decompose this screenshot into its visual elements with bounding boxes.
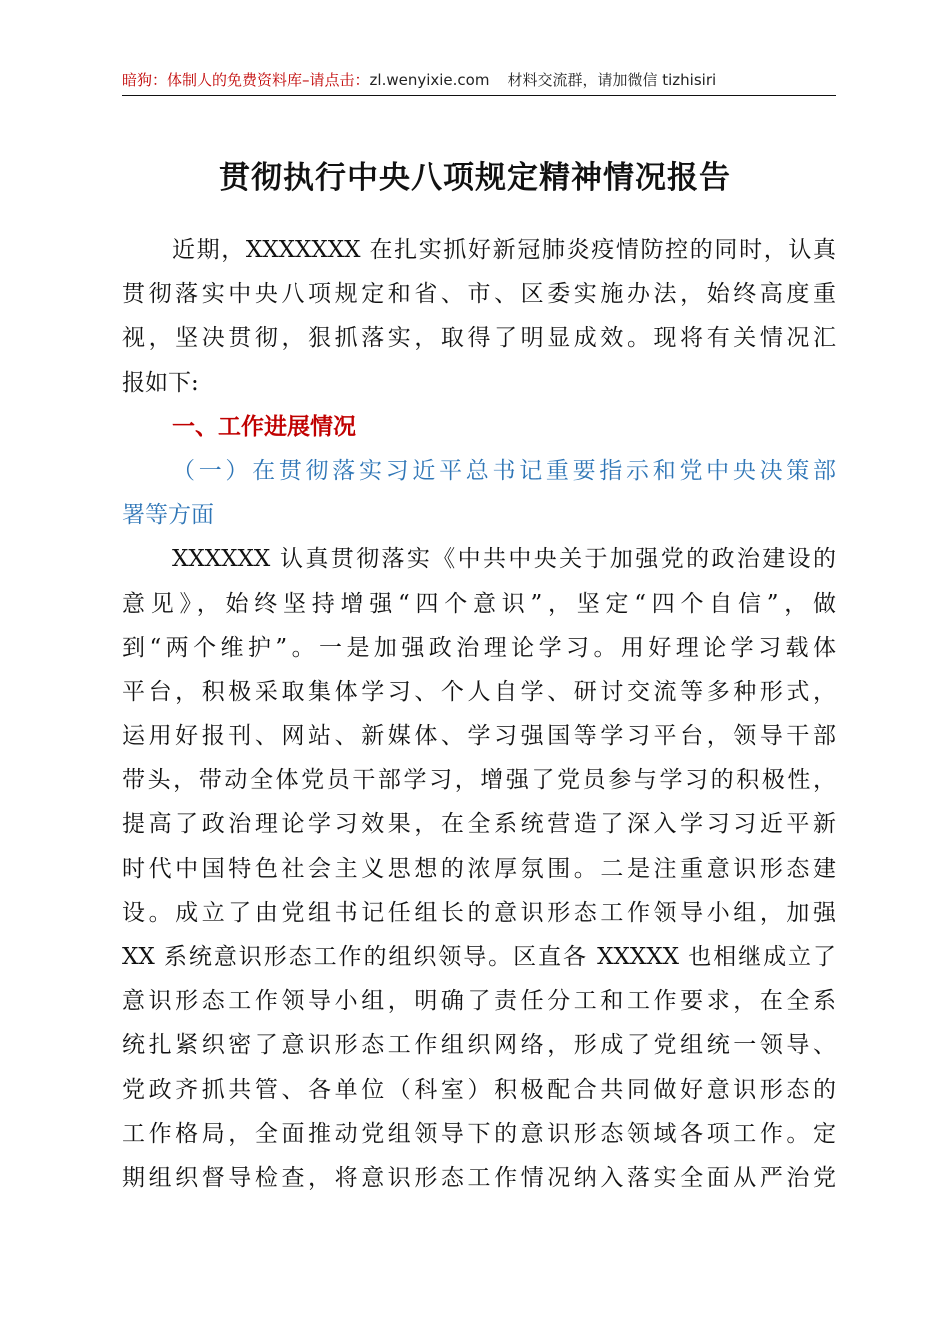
- header-click-prefix: –请点击：: [302, 71, 370, 89]
- text-line: 意识形态工作领导小组，明确了责任分工和工作要求，在全系: [122, 988, 836, 1015]
- text-line: 贯彻落实中央八项规定和省、市、区委实施办法，始终高度重: [122, 281, 836, 308]
- page-header: [122, 70, 836, 90]
- text-line: 设。成立了由党组书记任组长的意识形态工作领导小组，加强: [122, 899, 836, 926]
- text-line: 到“两个维护”。一是加强政治理论学习。用好理论学习载体: [122, 634, 836, 661]
- text-line: 近期，XXXXXXX 在扎实抓好新冠肺炎疫情防控的同时，认真: [172, 237, 836, 263]
- text-line: 工作格局，全面推动党组领导下的意识形态领域各项工作。定: [122, 1120, 836, 1147]
- text-line: XXXXXX 认真贯彻落实《中共中央关于加强党的政治建设的: [172, 546, 836, 573]
- text-line: （一）在贯彻落实习近平总书记重要指示和党中央决策部: [172, 457, 836, 484]
- document-title: 贯彻执行中央八项规定精神情况报告: [219, 160, 731, 196]
- text-line: 统扎紧织密了意识形态工作组织网络，形成了党组统一领导、: [122, 1032, 836, 1059]
- text-line: 平台，积极采取集体学习、个人自学、研讨交流等多种形式，: [122, 678, 836, 705]
- text-line: 视，坚决贯彻，狠抓落实，取得了明显成效。现将有关情况汇: [122, 325, 836, 352]
- text-line: 署等方面: [122, 502, 214, 529]
- text-line: 期组织督导检查，将意识形态工作情况纳入落实全面从严治党: [122, 1164, 836, 1191]
- intro-paragraph: [122, 228, 836, 405]
- text-line: XX 系统意识形态工作的组织领导。区直各 XXXXX 也相继成立了: [122, 944, 836, 970]
- text-line: 带头，带动全体党员干部学习，增强了党员参与学习的积极性，: [122, 767, 836, 794]
- header-divider: [122, 95, 836, 96]
- text-line: 报如下:: [122, 369, 199, 396]
- section-heading: 一、工作进展情况: [172, 413, 356, 440]
- header-url-link[interactable]: zl.wenyixie.com: [369, 71, 490, 89]
- body-paragraph: [122, 537, 836, 1200]
- text-line: 意见》，始终坚持增强“四个意识”，坚定“四个自信”，做: [122, 590, 836, 617]
- text-line: 党政齐抓共管、各单位（科室）积极配合共同做好意识形态的: [122, 1076, 836, 1103]
- document-body: [122, 228, 836, 1200]
- text-line: 提高了政治理论学习效果，在全系统营造了深入学习习近平新: [122, 811, 836, 838]
- subsection-heading: [122, 449, 836, 537]
- header-site-name: 暗狗：体制人的免费资料库: [122, 71, 303, 89]
- text-line: 运用好报刊、网站、新媒体、学习强国等学习平台，领导干部: [122, 723, 836, 750]
- header-wechat-note: 材料交流群，请加微信 tizhisiri: [507, 71, 717, 89]
- text-line: 时代中国特色社会主义思想的浓厚氛围。二是注重意识形态建: [122, 855, 836, 882]
